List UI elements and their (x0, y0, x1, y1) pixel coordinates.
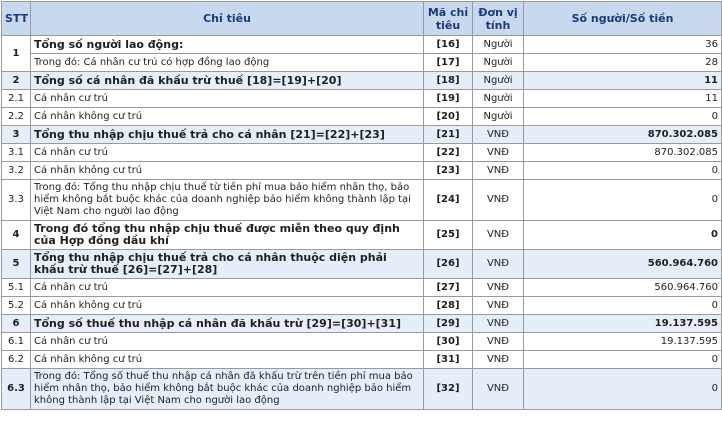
row-code: [29] (424, 315, 473, 333)
row-code: [16] (424, 36, 473, 54)
row-name: Tổng số thuế thu nhập cá nhân đã khấu trừ [29]=[30]+[31] (31, 315, 424, 333)
row-name: Trong đó: Tổng thu nhập chịu thuế từ tiền phí mua bảo hiểm nhân thọ, bảo hiểm không bắt buộc khác của doanh nghiệp bảo hiểm không thành lập tại Việt Nam cho người lao động (31, 180, 424, 221)
row-unit: VNĐ (473, 221, 524, 250)
table-row (2, 351, 722, 369)
table-row (2, 250, 722, 279)
row-name: Cá nhân cư trú (31, 333, 424, 351)
row-unit: VNĐ (473, 369, 524, 410)
row-value: 870.302.085 (524, 126, 722, 144)
row-code: [21] (424, 126, 473, 144)
table-row (2, 180, 722, 221)
row-value: 19.137.595 (524, 333, 722, 351)
row-unit: Người (473, 36, 524, 54)
row-unit: VNĐ (473, 126, 524, 144)
row-name: Tổng thu nhập chịu thuế trả cho cá nhân [21]=[22]+[23] (31, 126, 424, 144)
row-unit: VNĐ (473, 333, 524, 351)
row-stt: 3.2 (2, 162, 31, 180)
row-stt: 4 (2, 221, 31, 250)
row-code: [20] (424, 108, 473, 126)
row-code: [23] (424, 162, 473, 180)
row-code: [27] (424, 279, 473, 297)
row-stt: 1 (2, 36, 31, 72)
table-row (2, 108, 722, 126)
row-unit: VNĐ (473, 162, 524, 180)
row-stt: 5.2 (2, 297, 31, 315)
row-name: Trong đó: Tổng số thuế thu nhập cá nhân đã khấu trừ trên tiền phí mua bảo hiểm nhân thọ, bảo hiểm không bắt buộc khác của doanh nghiệp bảo hiểm không thành lập tại Việt Nam cho người lao động (31, 369, 424, 410)
row-unit: Người (473, 108, 524, 126)
row-code: [28] (424, 297, 473, 315)
row-value: 36 (524, 36, 722, 54)
row-name: Tổng số cá nhân đã khấu trừ thuế [18]=[19]+[20] (31, 72, 424, 90)
row-name: Trong đó tổng thu nhập chịu thuế được miễn theo quy định của Hợp đồng dầu khí (31, 221, 424, 250)
table-row (2, 221, 722, 250)
row-unit: VNĐ (473, 351, 524, 369)
header-don-vi-tinh: Đơn vị tính (473, 2, 524, 36)
row-name: Cá nhân không cư trú (31, 297, 424, 315)
table-row (2, 315, 722, 333)
header-chi-tieu: Chỉ tiêu (31, 2, 424, 36)
row-code: [31] (424, 351, 473, 369)
header-so-nguoi-so-tien: Số người/Số tiền (524, 2, 722, 36)
row-value: 28 (524, 54, 722, 72)
row-unit: Người (473, 90, 524, 108)
row-value: 560.964.760 (524, 279, 722, 297)
row-stt: 3.3 (2, 180, 31, 221)
row-value: 0 (524, 297, 722, 315)
header-ma-chi-tieu: Mã chỉ tiêu (424, 2, 473, 36)
row-name: Tổng thu nhập chịu thuế trả cho cá nhân thuộc diện phải khấu trừ thuế [26]=[27]+[28] (31, 250, 424, 279)
row-name: Trong đó: Cá nhân cư trú có hợp đồng lao động (31, 54, 424, 72)
row-name: Cá nhân cư trú (31, 279, 424, 297)
header-stt: STT (2, 2, 31, 36)
row-code: [26] (424, 250, 473, 279)
row-unit: Người (473, 72, 524, 90)
table-row (2, 72, 722, 90)
row-code: [30] (424, 333, 473, 351)
table-row (2, 333, 722, 351)
row-unit: Người (473, 54, 524, 72)
row-code: [17] (424, 54, 473, 72)
row-code: [32] (424, 369, 473, 410)
table-row (2, 279, 722, 297)
table-row (2, 126, 722, 144)
table-row (2, 54, 722, 72)
table-row (2, 36, 722, 54)
row-value: 870.302.085 (524, 144, 722, 162)
row-name: Cá nhân không cư trú (31, 108, 424, 126)
table-row (2, 297, 722, 315)
row-code: [22] (424, 144, 473, 162)
row-stt: 6.1 (2, 333, 31, 351)
row-value: 0 (524, 369, 722, 410)
row-stt: 5 (2, 250, 31, 279)
table-header-row (2, 2, 722, 36)
row-stt: 3 (2, 126, 31, 144)
row-value: 11 (524, 90, 722, 108)
row-value: 19.137.595 (524, 315, 722, 333)
row-value: 0 (524, 108, 722, 126)
row-stt: 5.1 (2, 279, 31, 297)
row-value: 0 (524, 351, 722, 369)
row-stt: 2.2 (2, 108, 31, 126)
row-value: 0 (524, 162, 722, 180)
table-row (2, 144, 722, 162)
row-stt: 2.1 (2, 90, 31, 108)
row-unit: VNĐ (473, 180, 524, 221)
row-stt: 6.2 (2, 351, 31, 369)
row-code: [19] (424, 90, 473, 108)
row-name: Cá nhân cư trú (31, 144, 424, 162)
row-stt: 6 (2, 315, 31, 333)
row-stt: 6.3 (2, 369, 31, 410)
row-value: 0 (524, 221, 722, 250)
row-stt: 2 (2, 72, 31, 90)
table-row (2, 162, 722, 180)
row-stt: 3.1 (2, 144, 31, 162)
row-value: 0 (524, 180, 722, 221)
row-unit: VNĐ (473, 279, 524, 297)
row-unit: VNĐ (473, 144, 524, 162)
row-code: [18] (424, 72, 473, 90)
pit-summary-table (1, 1, 722, 410)
table-row (2, 369, 722, 410)
row-code: [24] (424, 180, 473, 221)
row-code: [25] (424, 221, 473, 250)
table-row (2, 90, 722, 108)
row-name: Cá nhân cư trú (31, 90, 424, 108)
row-name: Cá nhân không cư trú (31, 351, 424, 369)
row-unit: VNĐ (473, 315, 524, 333)
row-unit: VNĐ (473, 297, 524, 315)
row-name: Tổng số người lao động: (31, 36, 424, 54)
row-unit: VNĐ (473, 250, 524, 279)
row-name: Cá nhân không cư trú (31, 162, 424, 180)
row-value: 11 (524, 72, 722, 90)
row-value: 560.964.760 (524, 250, 722, 279)
